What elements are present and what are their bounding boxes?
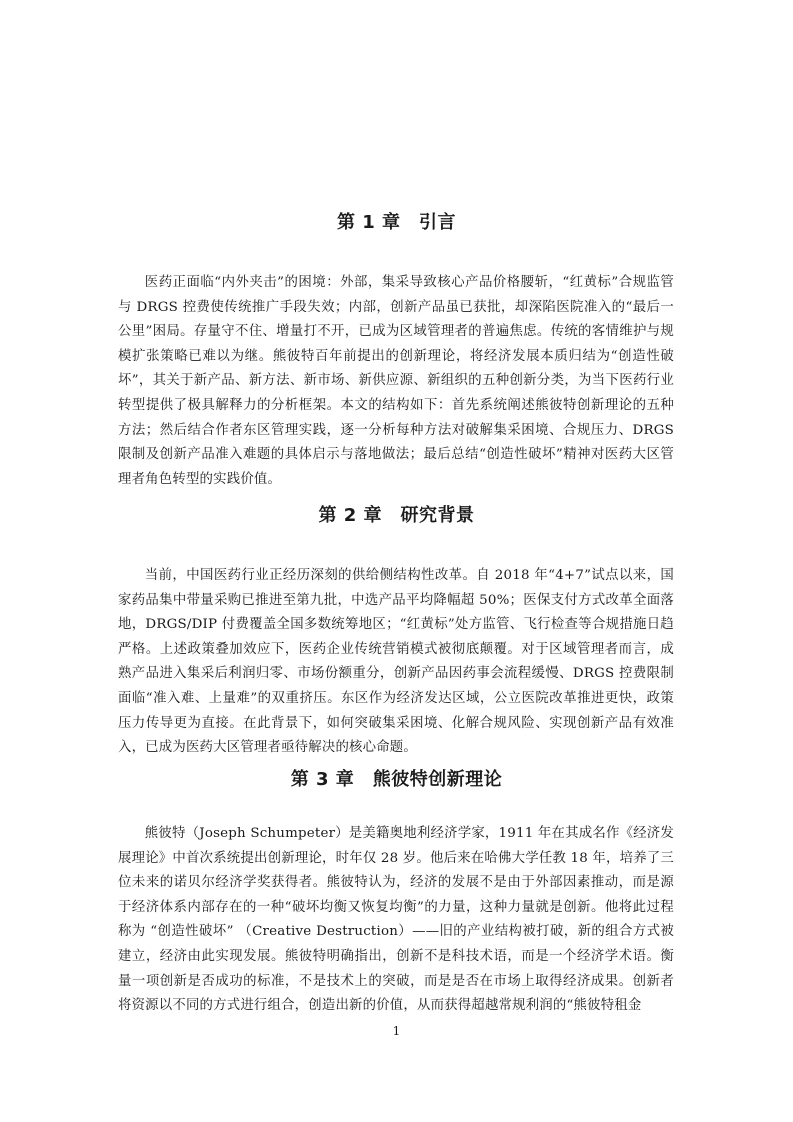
chapter-1-paragraph: 医药正面临“内外夹击”的困境：外部，集采导致核心产品价格腰斩，“红黄标”合规监管与 DRGS 控费使传统推广手段失效；内部，创新产品虽已获批，却深陷医院准入的“最后一公里”困局。存量守不住、增量打不开，已成为区域管理者的普遍焦虑。传统的客情维护与规模扩张策略已难以为继。熊彼特百年前提出的创新理论，将经济发展本质归结为“创造性破坏”，其关于新产品、新方法、新市场、新供应源、新组织的五种创新分类，为当下医药行业转型提供了极具解释力的分析框架。本文的结构如下：首先系统阐述熊彼特创新理论的五种方法；然后结合作者东区管理实践，逐一分析每种方法对破解集采困境、合规压力、DRGS 限制及创新产品准入难题的具体启示与落地做法；最后总结“创造性破坏”精神对医药大区管理者角色转型的实践价值。: [118, 275, 674, 487]
chapter-3-title: 第 3 章 熊彼特创新理论: [290, 769, 503, 790]
page-number: 1: [392, 1024, 401, 1038]
chapter-2-title: 第 2 章 研究背景: [318, 505, 475, 526]
chapter-2-paragraph: 当前，中国医药行业正经历深刻的供给侧结构性改革。自 2018 年“4+7”试点以来，国家药品集中带量采购已推进至第九批，中选产品平均降幅超 50%；医保支付方式改革全面落地，DRGS/DIP 付费覆盖全国多数统筹地区；“红黄标”处方监管、飞行检查等合规措施日趋严格。上述政策叠加效应下，医药企业传统营销模式被彻底颠覆。对于区域管理者而言，成熟产品进入集采后利润归零、市场份额重分，创新产品因药事会流程缓慢、DRGS 控费限制面临“准入难、上量难”的双重挤压。东区作为经济发达区域，公立医院改革推进更快，政策压力传导更为直接。在此背景下，如何突破集采困境、化解合规风险、实现创新产品有效准入，已成为医药大区管理者亟待解决的核心命题。: [118, 568, 674, 756]
chapter-1-title: 第 1 章 引言: [336, 212, 457, 233]
chapter-3-paragraph: 熊彼特（Joseph Schumpeter）是美籍奥地利经济学家，1911 年在其成名作《经济发展理论》中首次系统提出创新理论，时年仅 28 岁。他后来在哈佛大学任教 18 年，培养了三位未来的诺贝尔经济学奖获得者。熊彼特认为，经济的发展不是由于外部因素推动，而是源于经济体系内部存在的一种“破坏均衡又恢复均衡”的力量，这种力量就是创新。他将此过程称为 “创造性破坏” （Creative Destruction）——旧的产业结构被打破，新的组合方式被建立，经济由此实现发展。熊彼特明确指出，创新不是科技术语，而是一个经济学术语。衡量一项创新是否成功的标准，不是技术上的突破，而是是否在市场上取得经济成果。创新者将资源以不同的方式进行组合，创造出新的价值，从而获得超越常规利润的“熊彼特租金: [118, 826, 674, 1014]
